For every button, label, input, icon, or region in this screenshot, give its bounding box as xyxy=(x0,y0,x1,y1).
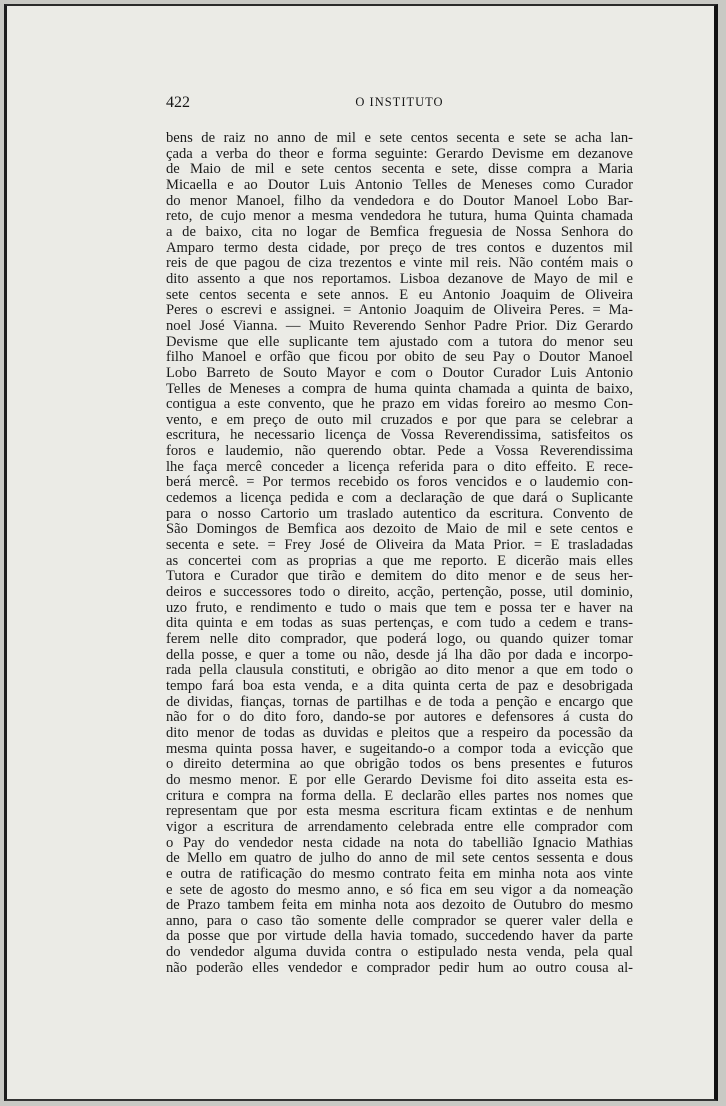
text-line: de Maio de mil e sete centos secenta e sete, disse compra a Maria xyxy=(166,161,633,178)
text-line: rada pella clausula constituti, e obrigão ao dito menor a que em todo o xyxy=(166,662,633,679)
text-line: as concertei com as proprias a que me reporto. E dicerão mais elles xyxy=(166,552,633,569)
text-line: e outra de ratificação do mesmo contrato feita em minha nota aos vinte xyxy=(166,865,633,882)
page-sheet xyxy=(4,4,718,1101)
body-text xyxy=(166,131,633,976)
text-line: representam que por esta mesma escritura ficam extintas e de nenhum xyxy=(166,803,633,820)
text-line: do menor Manoel, filho da vendedora e do Doutor Manoel Lobo Bar- xyxy=(166,192,633,209)
text-line: Micaella e ao Doutor Luis Antonio Telles de Meneses como Curador xyxy=(166,176,633,193)
text-line: reis de que pagou de ciza trezentos e vinte mil reis. Não contém mais o xyxy=(166,255,633,272)
text-line: uzo fruto, e rendimento e tudo o mais que tem e possa ter e haver na xyxy=(166,599,633,616)
text-line: do mesmo menor. E por elle Gerardo Devisme foi dito asseita esta es- xyxy=(166,771,633,788)
text-line: de Mello em quatro de julho do anno de mil sete centos sessenta e dous xyxy=(166,850,633,867)
page-header xyxy=(166,94,633,114)
text-line: vigor a escritura de arrendamento celebrada entre elle comprador com xyxy=(166,818,633,835)
text-line: bens de raiz no anno de mil e sete centos secenta e sete se acha lan- xyxy=(166,130,633,146)
text-line: filho Manoel e orfão que ficou por obito de seu Pay o Doutor Manoel xyxy=(166,349,633,366)
text-line: Telles de Meneses a compra de huma quinta chamada a quinta de baixo, xyxy=(166,380,633,397)
text-line: ferem nelle dito comprador, que poderá logo, ou quando quizer tomar xyxy=(166,631,633,647)
text-line: deiros e successores todo o direito, acção, pertenção, posse, util dominio, xyxy=(166,584,633,601)
text-line: o direito determina ao que obrigão todos os bens presentes e futuros xyxy=(166,756,633,773)
text-line: contigua a este convento, que he prazo em vidas foreiro ao mesmo Con- xyxy=(166,396,633,413)
text-line: dita quinta e em todas as suas pertenças, e com tudo a cedem e trans- xyxy=(166,615,633,632)
text-line: tempo fará boa esta venda, e a dita quinta certa de paz e desobrigada xyxy=(166,677,633,694)
text-line: Peres o escrevi e assignei. = Antonio Joaquim de Oliveira Peres. = Ma- xyxy=(166,302,633,319)
text-line: do vendedor alguma duvida contra o estipulado nesta venda, pela qual xyxy=(166,944,633,961)
text-line: mesma quinta possa haver, e sugeitando-o a compor toda a evicção que xyxy=(166,740,633,757)
text-line: berá mercê. = Por termos recebido os foros vencidos e o laudemio con- xyxy=(166,474,633,491)
text-line: Devisme que elle suplicante tem ajustado com a tutora do menor seu xyxy=(166,333,633,350)
text-line: vento, e em preço de outo mil cruzados e por que para se celebrar a xyxy=(166,411,633,428)
text-line: não poderão elles vendedor e comprador pedir hum ao outro cousa al- xyxy=(166,959,633,976)
text-line: Amparo termo desta cidade, por preço de tres contos e duzentos mil xyxy=(166,239,633,256)
text-line: anno, para o caso tão somente delle comprador se querer valer della e xyxy=(166,912,633,929)
text-line: e sete de agosto do mesmo anno, e só fica em seu vigor a da nomeação xyxy=(166,881,633,898)
text-line: não for o do dito foro, dando-se por autores e defensores á custa do xyxy=(166,709,633,726)
text-line: escritura, he necessario licença de Vossa Reverendissima, satisfeitos os xyxy=(166,427,633,444)
text-line: dito assento a que nos reportamos. Lisboa dezanove de Mayo de mil e xyxy=(166,270,633,287)
text-line: foros e laudemio, não querendo obtar. Pede a Vossa Reverendissima xyxy=(166,443,633,460)
text-line: São Domingos de Bemfica aos dezoito de Maio de mil e sete centos e xyxy=(166,521,633,538)
text-line: de Prazo tambem feita em minha nota aos dezoito de Outubro do mesmo xyxy=(166,897,633,914)
text-line: della posse, e quer a tome ou não, desde já lha dão por dada e incorpo- xyxy=(166,646,633,663)
text-line: noel José Vianna. — Muito Reverendo Senhor Padre Prior. Diz Gerardo xyxy=(166,317,633,334)
text-line: sete centos secenta e sete annos. E eu Antonio Joaquim de Oliveira xyxy=(166,286,633,303)
text-line: a de baixo, cita no logar de Bemfica freguesia de Nossa Senhora do xyxy=(166,223,633,240)
text-line: reto, de cujo menor a mesma vendedora he tutura, huma Quinta chamada xyxy=(166,208,633,225)
text-line: dito menor de todas as duvidas e pleitos que a respeiro da pocessão da xyxy=(166,724,633,741)
page-number: 422 xyxy=(166,94,190,111)
text-line: Tutora e Curador que tirão e demitem do dito menor e de seus her- xyxy=(166,568,633,585)
text-line: da posse que por virtude della havia tomado, succedendo haver da parte xyxy=(166,928,633,945)
text-line: critura e compra na forma della. E declarão elles partes nos nomes que xyxy=(166,787,633,804)
text-line: cedemos a licença pedida e com a declaração de que dará o Suplicante xyxy=(166,490,633,507)
text-line: çada a verba do theor e forma seguinte: Gerardo Devisme em dezanove xyxy=(166,145,633,162)
text-line: para o nosso Cartorio um traslado autentico da escritura. Convento de xyxy=(166,505,633,522)
text-line: secenta e sete. = Frey José de Oliveira da Mata Prior. = E trasladadas xyxy=(166,537,633,554)
running-title: O INSTITUTO xyxy=(355,95,444,109)
text-line: de dividas, fianças, tornas de partilhas e de toda a penção e encargo que xyxy=(166,693,633,710)
text-line: lhe faça mercê conceder a licença referida para o dito effeito. E rece- xyxy=(166,458,633,475)
text-line: Lobo Barreto de Souto Mayor e com o Doutor Curador Luis Antonio xyxy=(166,364,633,381)
text-line: o Pay do vendedor nesta cidade na nota do tabellião Ignacio Mathias xyxy=(166,834,633,851)
